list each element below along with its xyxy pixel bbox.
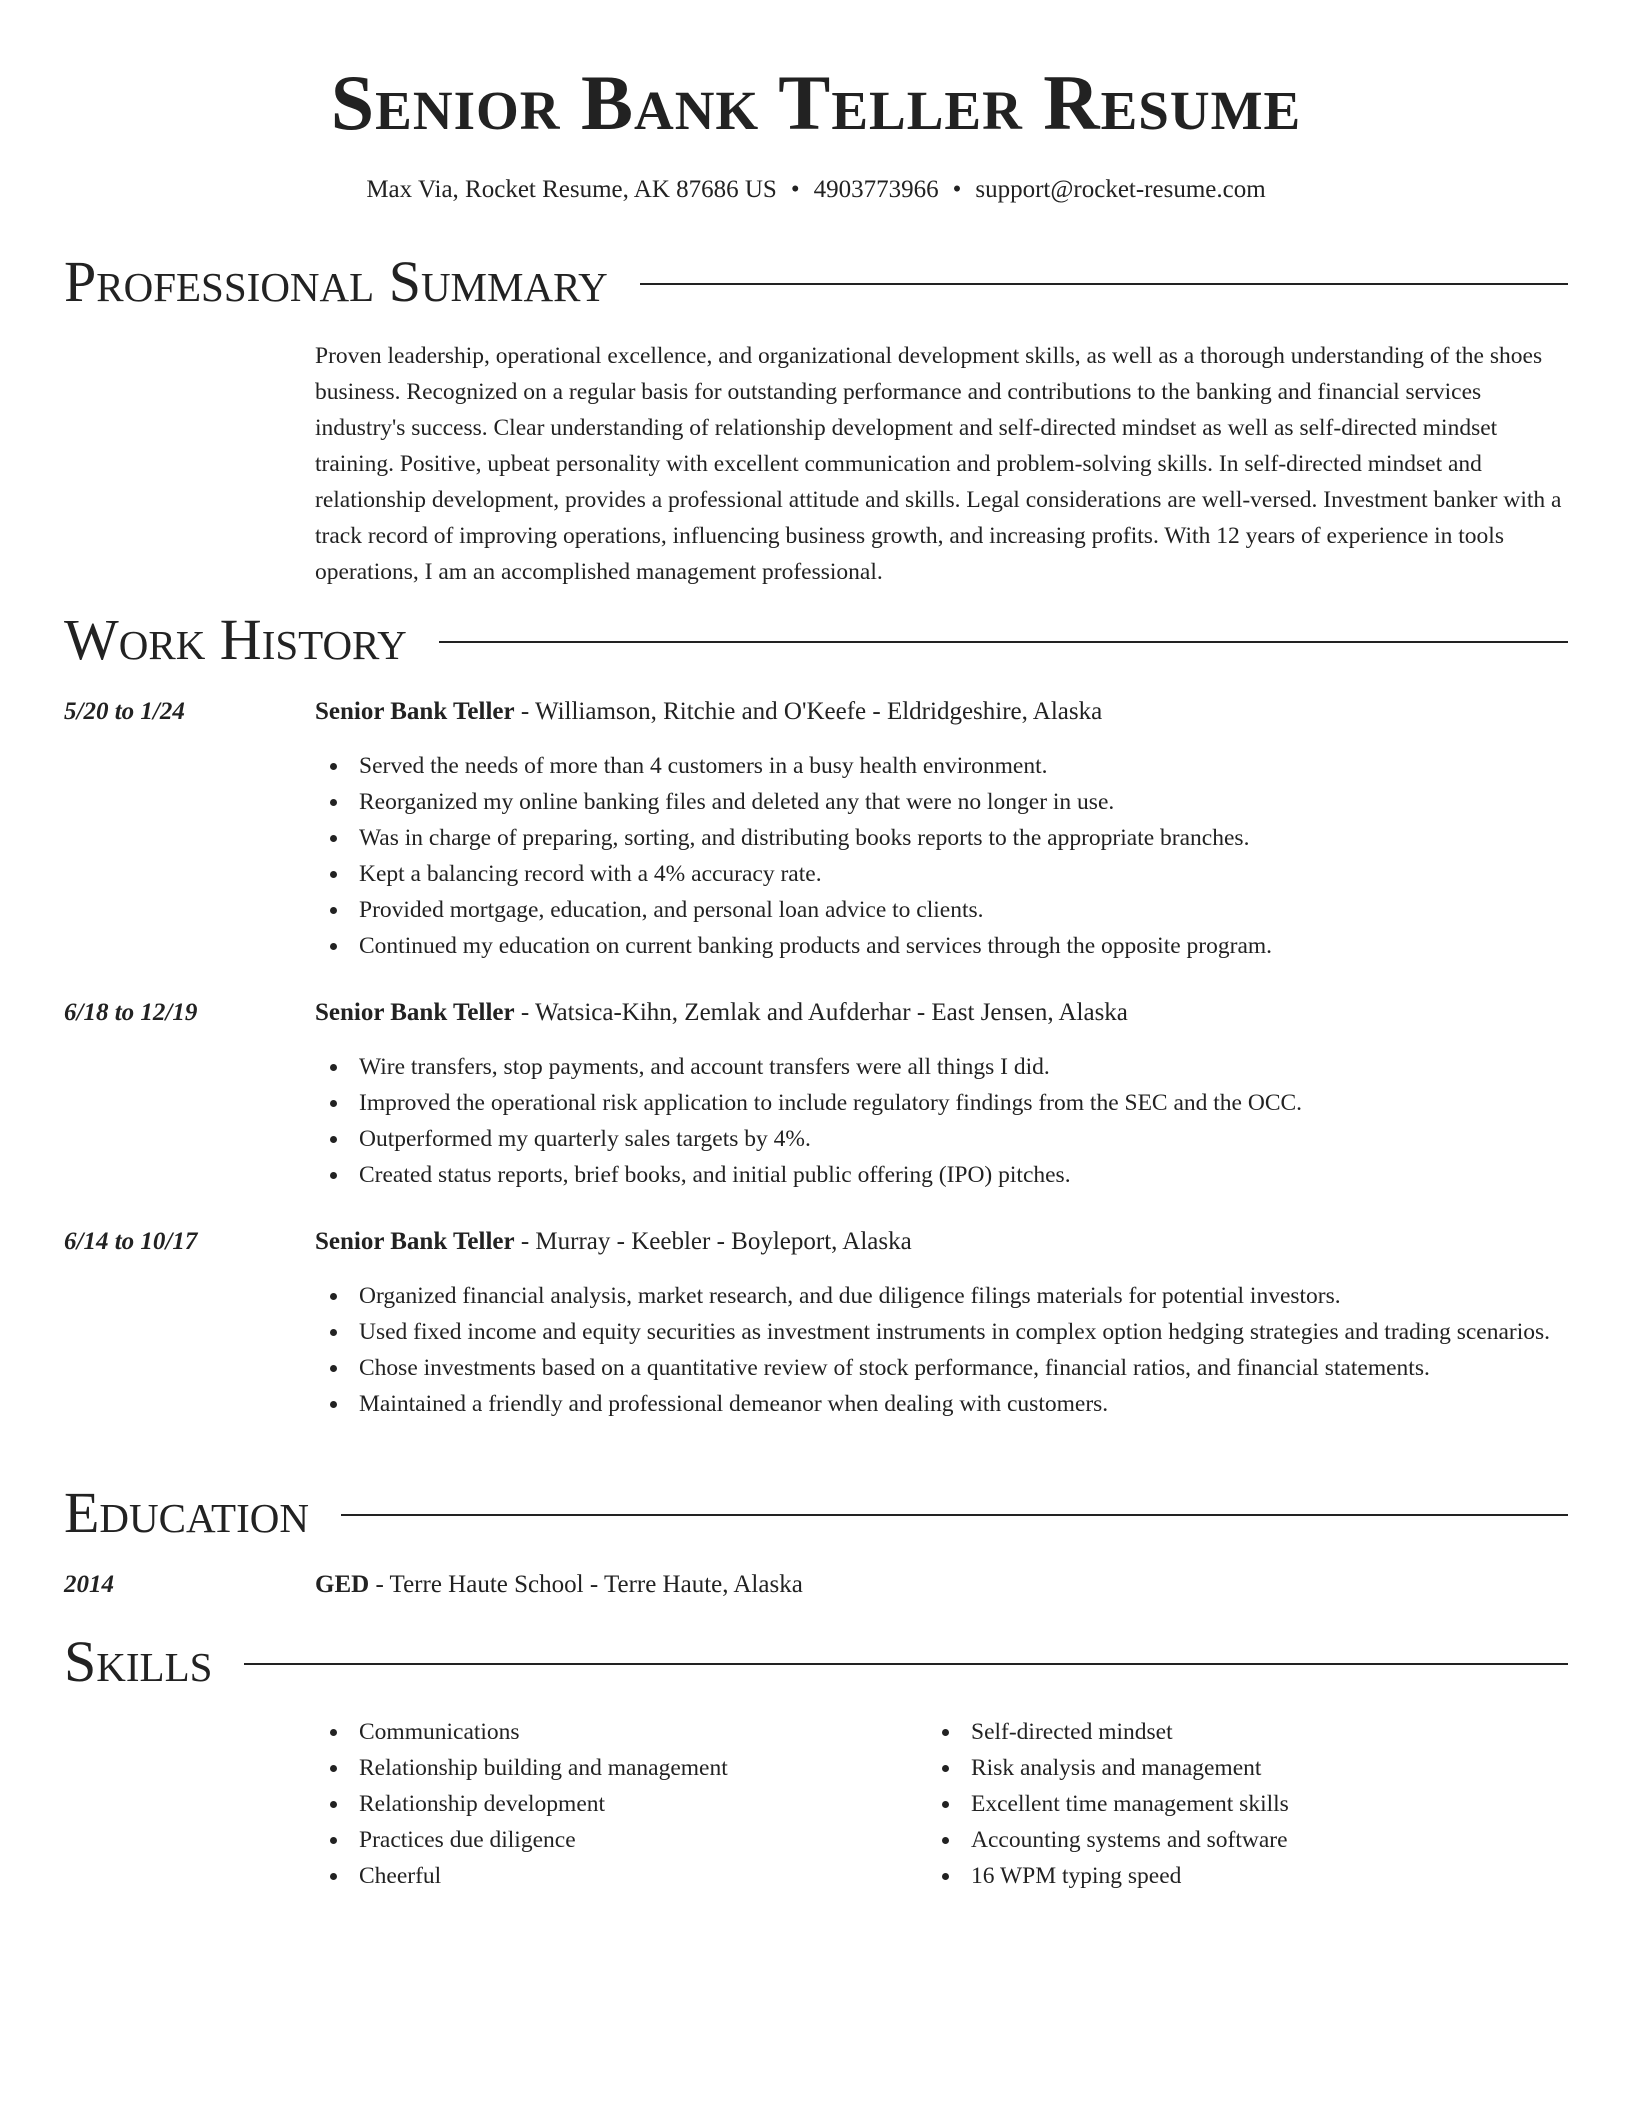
skill-item: Relationship building and management xyxy=(315,1750,1580,1786)
list-item: Continued my education on current banking products and services through the opposite program. xyxy=(315,928,1580,964)
list-item: Improved the operational risk application to include regulatory findings from the SEC and the OCC. xyxy=(315,1085,1580,1121)
section-divider xyxy=(244,1663,1568,1665)
list-item: Was in charge of preparing, sorting, and distributing books reports to the appropriate branches. xyxy=(315,820,1580,856)
contact-email: support@rocket-resume.com xyxy=(975,176,1266,203)
summary-heading: Professional Summary xyxy=(64,249,608,314)
summary-text: Proven leadership, operational excellence, and organizational development skills, as well as a thorough understanding of the shoes business. Recognized on a regular basis for outstanding performance and contributions to the banking and financial services industry's success. Clear understanding of relationship development and self-directed mindset as well as self-directed mindset training. Positive, upbeat personality with excellent communication and problem-solving skills. In self-directed mindset and relationship development, provides a professional attitude and skills. Legal considerations are well-versed. Investment banker with a track record of improving operations, influencing business growth, and increasing profits. With 12 years of experience in tools operations, I am an accomplished management professional. xyxy=(315,343,1562,585)
list-item: Used fixed income and equity securities as investment instruments in complex option hedging strategies and trading scenarios. xyxy=(315,1314,1580,1350)
list-item: Chose investments based on a quantitative review of stock performance, financial ratios, and financial statements. xyxy=(315,1350,1580,1386)
page-title: Senior Bank Teller Resume xyxy=(330,59,1302,146)
contact-separator: • xyxy=(790,176,800,203)
skill-item: Cheerful xyxy=(315,1858,1580,1894)
job-role: Senior Bank Teller xyxy=(315,698,515,725)
skill-item: Risk analysis and management xyxy=(927,1750,1632,1786)
contact-address: Max Via, Rocket Resume, AK 87686 US xyxy=(366,176,777,203)
job-dates: 6/18 to 12/19 xyxy=(64,999,198,1026)
summary-section-header xyxy=(64,249,1568,314)
skill-item: Self-directed mindset xyxy=(927,1714,1632,1750)
job-dates: 5/20 to 1/24 xyxy=(64,698,185,725)
skill-item: 16 WPM typing speed xyxy=(927,1858,1632,1894)
education-heading: Education xyxy=(64,1480,309,1545)
section-divider xyxy=(341,1514,1568,1516)
job-role: Senior Bank Teller xyxy=(315,1228,515,1255)
education-section-header xyxy=(64,1480,1568,1545)
list-item: Served the needs of more than 4 customers in a busy health environment. xyxy=(315,748,1580,784)
education-details: - Terre Haute School - Terre Haute, Alaska xyxy=(369,1571,803,1598)
work-section-header xyxy=(64,607,1568,672)
contact-phone: 4903773966 xyxy=(813,176,939,203)
skills-heading: Skills xyxy=(64,1629,213,1694)
list-item: Wire transfers, stop payments, and account transfers were all things I did. xyxy=(315,1049,1580,1085)
education-degree: GED xyxy=(315,1571,370,1598)
contact-line xyxy=(0,175,1632,205)
job-details: - Murray - Keebler - Boyleport, Alaska xyxy=(514,1228,912,1255)
list-item: Kept a balancing record with a 4% accuracy rate. xyxy=(315,856,1580,892)
job-heading xyxy=(315,998,1128,1028)
job-bullets xyxy=(315,748,1580,964)
skill-item: Communications xyxy=(315,1714,1580,1750)
job-bullets xyxy=(315,1278,1580,1422)
list-item: Reorganized my online banking files and deleted any that were no longer in use. xyxy=(315,784,1580,820)
contact-separator: • xyxy=(952,176,962,203)
job-heading xyxy=(315,1227,912,1257)
skill-item: Accounting systems and software xyxy=(927,1822,1632,1858)
section-divider xyxy=(439,641,1568,643)
skills-list-right xyxy=(927,1714,1632,1894)
job-bullets xyxy=(315,1049,1580,1193)
job-dates: 6/14 to 10/17 xyxy=(64,1228,198,1255)
skills-section-header xyxy=(64,1629,1568,1694)
education-year: 2014 xyxy=(64,1571,114,1598)
list-item: Outperformed my quarterly sales targets by 4%. xyxy=(315,1121,1580,1157)
work-heading: Work History xyxy=(64,607,407,672)
job-details: - Williamson, Ritchie and O'Keefe - Eldridgeshire, Alaska xyxy=(514,698,1103,725)
skill-item: Excellent time management skills xyxy=(927,1786,1632,1822)
job-role: Senior Bank Teller xyxy=(315,999,515,1026)
list-item: Created status reports, brief books, and initial public offering (IPO) pitches. xyxy=(315,1157,1580,1193)
list-item: Provided mortgage, education, and personal loan advice to clients. xyxy=(315,892,1580,928)
education-entry xyxy=(315,1570,803,1600)
skill-item: Practices due diligence xyxy=(315,1822,1580,1858)
section-divider xyxy=(640,283,1568,285)
list-item: Maintained a friendly and professional demeanor when dealing with customers. xyxy=(315,1386,1580,1422)
skill-item: Relationship development xyxy=(315,1786,1580,1822)
job-heading xyxy=(315,697,1102,727)
job-details: - Watsica-Kihn, Zemlak and Aufderhar - East Jensen, Alaska xyxy=(514,999,1128,1026)
list-item: Organized financial analysis, market research, and due diligence filings materials for potential investors. xyxy=(315,1278,1580,1314)
